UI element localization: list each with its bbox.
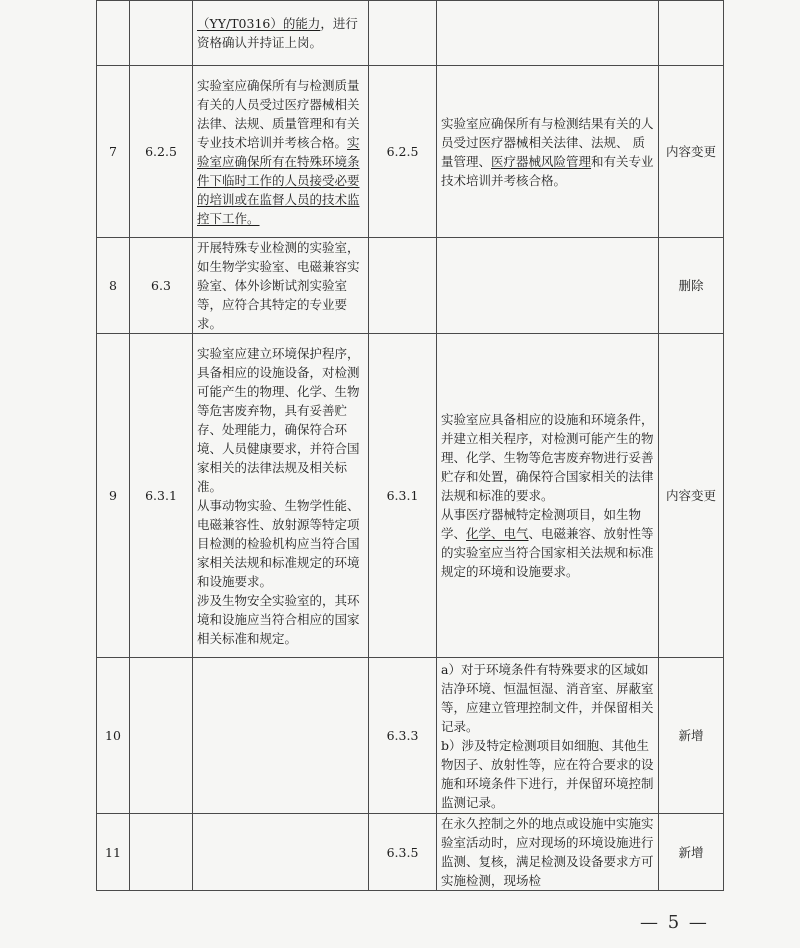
table-row <box>97 658 724 814</box>
row-number: 11 <box>97 814 130 891</box>
text-segment: a）对于环境条件有特殊要求的区域如洁净环境、恒温恒湿、消音室、屏蔽室等，应建立管理控制文件，并保留相关记录。 <box>441 661 654 734</box>
new-clause: 6.2.5 <box>369 66 437 238</box>
old-text <box>193 814 369 891</box>
change-type: 新增 <box>659 814 724 891</box>
row-number: 9 <box>97 334 130 658</box>
new-clause: 6.3.5 <box>369 814 437 891</box>
text-segment: 从事动物实验、生物学性能、电磁兼容性、放射源等特定项目检测的检验机构应当符合国家相关法规和标准规定的环境和设施要求。 <box>197 497 360 589</box>
new-text <box>437 238 659 334</box>
underlined-text: 化学、电气 <box>466 526 529 541</box>
text-segment: 实验室应确保所有与检测质量有关的人员受过医疗器械相关法律、法规、质量管理和有关专业技术培训并考核合格。 <box>197 77 360 150</box>
old-clause <box>130 814 193 891</box>
old-clause: 6.3.1 <box>130 334 193 658</box>
new-clause: 6.3.1 <box>369 334 437 658</box>
change-type: 内容变更 <box>659 334 724 658</box>
page-number: — 5 — <box>640 912 709 933</box>
text-segment: ，进行资格确认并持证上岗。 <box>197 16 358 50</box>
new-text <box>437 814 659 891</box>
old-clause <box>130 658 193 814</box>
new-clause: 6.3.3 <box>369 658 437 814</box>
underlined-text: 医疗器械风险管理 <box>491 153 592 169</box>
underlined-text: （YY/T0316）的能力 <box>197 16 321 31</box>
table-row <box>97 1 724 66</box>
old-text <box>193 238 369 334</box>
old-text <box>193 66 369 238</box>
old-clause <box>130 1 193 66</box>
text-segment: 在永久控制之外的地点或设施中实施实验室活动时，应对现场的环境设施进行监测、复核，满足检测及设备要求方可实施检测，现场检 <box>441 816 654 888</box>
change-type: 内容变更 <box>659 66 724 238</box>
row-number: 10 <box>97 658 130 814</box>
change-type: 删除 <box>659 238 724 334</box>
old-text <box>193 1 369 66</box>
new-text <box>437 1 659 66</box>
text-segment: 实验室应确保所有与检测结果有关的人员受过医疗器械相关法律、法规、 质量管理、 <box>441 115 654 169</box>
old-text <box>193 658 369 814</box>
table-row <box>97 334 724 658</box>
text-segment: 从事医疗器械特定检测项目，如生物学、 <box>441 507 642 541</box>
table-row <box>97 238 724 334</box>
table-row <box>97 814 724 891</box>
underlined-text: 实验室应确保所有在特殊环境条件下临时工作的人员接受必要的培训或在监督人员的技术监控下工作。 <box>197 134 360 226</box>
text-segment: 实验室应具备相应的设施和环境条件，并建立相关程序，对检测可能产生的物理、化学、生物等危害废弃物进行妥善贮存和处置，确保符合国家相关的法律法规和标准的要求。 <box>441 412 654 503</box>
table-row <box>97 66 724 238</box>
change-type: 新增 <box>659 658 724 814</box>
change-type <box>659 1 724 66</box>
text-segment: 开展特殊专业检测的实验室，如生物学实验室、电磁兼容实验室、体外诊断试剂实验室等，应符合其特定的专业要求。 <box>197 240 360 331</box>
old-clause: 6.3 <box>130 238 193 334</box>
new-clause <box>369 1 437 66</box>
row-number <box>97 1 130 66</box>
text-segment: 实验室应建立环境保护程序，具备相应的设施设备，对检测可能产生的物理、化学、生物等危害废弃物，具有妥善贮存、处理能力，确保符合环境、人员健康要求，并符合国家相关的法律法规及相关标准。 <box>197 345 360 494</box>
text-segment: 和有关专业技术培训并考核合格。 <box>441 153 654 188</box>
row-number: 8 <box>97 238 130 334</box>
text-segment: b）涉及特定检测项目如细胞、其他生物因子、放射性等，应在符合要求的设施和环境条件下进行，并保留环境控制监测记录。 <box>441 737 654 810</box>
old-text <box>193 334 369 658</box>
old-clause: 6.2.5 <box>130 66 193 238</box>
row-number: 7 <box>97 66 130 238</box>
new-text <box>437 658 659 814</box>
comparison-table <box>96 0 724 891</box>
text-segment: 、电磁兼容、放射性等的实验室应当符合国家相关法规和标准规定的环境和设施要求。 <box>441 526 654 579</box>
new-text <box>437 334 659 658</box>
text-segment: 涉及生物安全实验室的，其环境和设施应当符合相应的国家相关标准和规定。 <box>197 592 360 646</box>
new-text <box>437 66 659 238</box>
new-clause <box>369 238 437 334</box>
